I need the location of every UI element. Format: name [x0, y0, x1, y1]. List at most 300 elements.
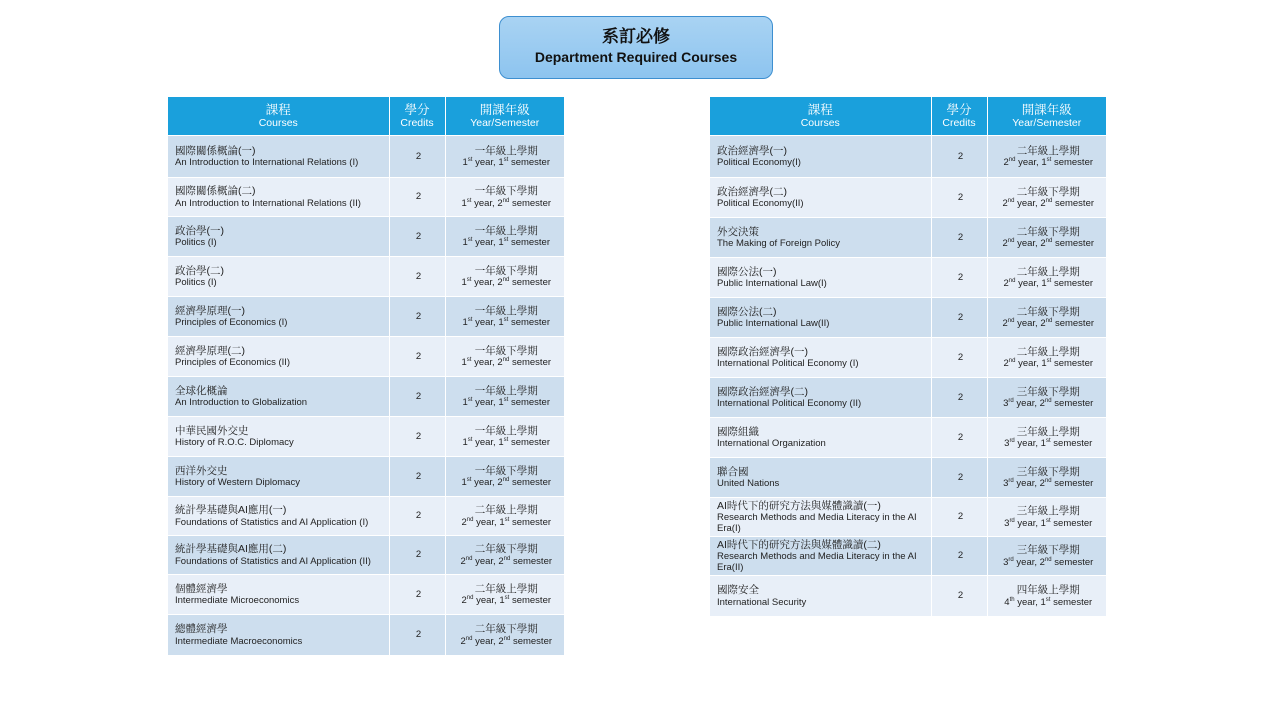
- semester-number: 1: [498, 317, 504, 329]
- year-number: 2: [1002, 318, 1008, 330]
- course-name-zh: 國際公法(二): [717, 305, 777, 318]
- year-semester-cell: [987, 537, 1106, 576]
- semester-word: semester: [510, 437, 551, 449]
- table-row: [168, 536, 564, 575]
- year-word: year,: [476, 516, 497, 528]
- course-name-zh: 統計學基礎與AI應用(一): [175, 504, 287, 517]
- year-ordinal-suffix: nd: [465, 555, 473, 562]
- course-name-en: The Making of Foreign Policy: [717, 238, 841, 250]
- credits-cell: 2: [931, 537, 987, 576]
- header-credits-zh: 學分: [946, 102, 972, 117]
- year-number: 1: [462, 157, 468, 169]
- year-semester-cell: [445, 417, 564, 457]
- semester-word: semester: [510, 397, 551, 409]
- semester-number: 2: [1040, 318, 1046, 330]
- year-semester-cell: [445, 136, 564, 178]
- credits-cell: 2: [389, 297, 445, 337]
- year-semester-cell: [445, 297, 564, 337]
- year-semester-zh: 三年級上學期: [1016, 505, 1080, 518]
- year-semester-en: [995, 478, 1103, 489]
- semester-number: 1: [1040, 517, 1046, 529]
- semester-ordinal-suffix: nd: [502, 357, 510, 364]
- semester-ordinal-suffix: nd: [1044, 478, 1052, 485]
- course-name-en: Politics (I): [175, 277, 217, 289]
- course-name-zh: 經濟學原理(二): [175, 344, 245, 357]
- course-name-en: Foundations of Statistics and AI Application (I): [175, 516, 369, 528]
- course-name-en: History of Western Diplomacy: [175, 477, 300, 489]
- course-cell: [168, 297, 389, 337]
- header-year-zh: 開課年級: [1021, 102, 1072, 117]
- credits-cell: 2: [931, 298, 987, 338]
- course-name-zh: 國際關係概論(二): [175, 185, 256, 198]
- year-word: year,: [1016, 478, 1038, 490]
- course-name-en: International Political Economy (I): [717, 358, 859, 370]
- header-course: [710, 97, 931, 136]
- course-name-en: International Political Economy (II): [717, 398, 862, 410]
- year-word: year,: [1017, 238, 1038, 250]
- course-name-en: Intermediate Microeconomics: [175, 595, 300, 607]
- semester-word: semester: [512, 555, 553, 567]
- semester-ordinal-suffix: st: [1045, 596, 1051, 603]
- year-semester-en: [995, 518, 1103, 529]
- course-name-zh: 全球化概論: [175, 384, 228, 397]
- credits-cell: 2: [389, 136, 445, 178]
- year-ordinal-suffix: st: [467, 157, 473, 164]
- course-name-zh: 政治學(二): [175, 264, 224, 277]
- credits-cell: 2: [931, 338, 987, 378]
- year-word: year,: [1016, 398, 1038, 410]
- year-semester-zh: 一年級下學期: [474, 464, 538, 477]
- year-semester-cell: [445, 615, 564, 655]
- year-number: 2: [1003, 358, 1009, 370]
- semester-word: semester: [1053, 596, 1093, 608]
- semester-ordinal-suffix: st: [1045, 517, 1051, 524]
- table-row: [168, 497, 564, 536]
- year-semester-zh: 二年級上學期: [474, 582, 538, 595]
- header-year: [987, 97, 1106, 136]
- credits-cell: 2: [389, 417, 445, 457]
- page-title-zh: 系訂必修: [602, 27, 670, 47]
- table-row: [710, 218, 1106, 258]
- course-name-zh: AI時代下的研究方法與媒體識讀(一): [717, 499, 881, 512]
- year-semester-cell: [987, 458, 1106, 498]
- semester-word: semester: [511, 197, 552, 209]
- course-cell: [168, 497, 389, 536]
- header-credits-en: Credits: [400, 117, 434, 129]
- semester-word: semester: [1053, 438, 1093, 450]
- year-ordinal-suffix: rd: [1009, 438, 1015, 445]
- semester-ordinal-suffix: nd: [503, 555, 511, 562]
- year-semester-zh: 二年級下學期: [1016, 225, 1080, 238]
- semester-ordinal-suffix: st: [1046, 157, 1052, 164]
- year-semester-en: [995, 157, 1103, 168]
- year-semester-zh: 三年級下學期: [1016, 544, 1080, 557]
- header-course: [168, 97, 389, 136]
- table-row: [168, 257, 564, 297]
- year-word: year,: [1017, 596, 1038, 608]
- semester-number: 1: [498, 157, 504, 169]
- course-name-en: Principles of Economics (II): [175, 357, 291, 369]
- course-name-en: Politics (I): [175, 237, 217, 249]
- year-semester-en: [453, 237, 561, 248]
- table-row: [168, 575, 564, 615]
- year-word: year,: [475, 237, 496, 249]
- year-semester-en: [453, 198, 561, 209]
- year-semester-cell: [445, 337, 564, 377]
- credits-cell: 2: [389, 457, 445, 497]
- semester-ordinal-suffix: st: [503, 157, 509, 164]
- year-semester-zh: 一年級上學期: [474, 144, 538, 157]
- year-semester-cell: [987, 298, 1106, 338]
- year-semester-cell: [445, 257, 564, 297]
- year-semester-zh: 二年級下學期: [474, 543, 538, 556]
- table-row: [168, 457, 564, 497]
- year-ordinal-suffix: nd: [466, 595, 474, 602]
- semester-word: semester: [1054, 238, 1095, 250]
- course-name-zh: AI時代下的研究方法與媒體識讀(二): [717, 538, 881, 551]
- semester-ordinal-suffix: nd: [1044, 556, 1052, 563]
- year-word: year,: [475, 437, 496, 449]
- course-cell: [168, 417, 389, 457]
- year-semester-en: [453, 517, 561, 528]
- course-cell: [168, 536, 389, 575]
- semester-ordinal-suffix: st: [1045, 438, 1051, 445]
- course-name-zh: 國際政治經濟學(一): [717, 345, 808, 358]
- course-cell: [710, 458, 931, 498]
- course-name-zh: 西洋外交史: [175, 464, 228, 477]
- year-ordinal-suffix: nd: [466, 516, 474, 523]
- year-number: 1: [461, 357, 467, 369]
- year-semester-zh: 二年級下學期: [1016, 185, 1080, 198]
- credits-cell: 2: [931, 178, 987, 218]
- course-cell: [710, 136, 931, 178]
- year-ordinal-suffix: st: [467, 317, 473, 324]
- semester-word: semester: [511, 357, 552, 369]
- table-row: [710, 576, 1106, 616]
- course-cell: [710, 576, 931, 616]
- course-name-en: Public International Law(II): [717, 318, 830, 330]
- year-word: year,: [1018, 358, 1039, 370]
- year-semester-zh: 三年級下學期: [1016, 465, 1080, 478]
- year-semester-zh: 三年級上學期: [1016, 425, 1080, 438]
- course-name-en: An Introduction to International Relations (II): [175, 197, 361, 209]
- left-course-table: [168, 97, 564, 655]
- semester-number: 1: [498, 397, 504, 409]
- semester-number: 2: [1039, 478, 1045, 490]
- table-row: [710, 298, 1106, 338]
- course-name-zh: 統計學基礎與AI應用(二): [175, 543, 287, 556]
- header-year-zh: 開課年級: [479, 102, 530, 117]
- credits-cell: 2: [389, 575, 445, 615]
- course-name-zh: 國際安全: [717, 584, 759, 596]
- semester-number: 1: [498, 237, 504, 249]
- header-credits: [931, 97, 987, 136]
- table-header-row: [710, 97, 1106, 136]
- credits-cell: 2: [931, 458, 987, 498]
- year-semester-en: [995, 198, 1103, 209]
- course-name-zh: 聯合國: [717, 465, 749, 478]
- semester-ordinal-suffix: nd: [1045, 198, 1053, 205]
- year-semester-en: [453, 595, 561, 606]
- year-semester-en: [995, 278, 1103, 289]
- year-semester-en: [995, 398, 1103, 409]
- year-semester-zh: 三年級下學期: [1016, 385, 1080, 398]
- semester-word: semester: [1054, 478, 1094, 490]
- year-ordinal-suffix: nd: [1008, 157, 1016, 164]
- semester-number: 1: [1041, 278, 1047, 290]
- year-semester-cell: [445, 178, 564, 217]
- course-name-en: International Security: [717, 596, 807, 608]
- semester-word: semester: [511, 277, 552, 289]
- semester-ordinal-suffix: nd: [1044, 398, 1052, 405]
- year-semester-zh: 二年級上學期: [1016, 345, 1080, 358]
- year-number: 2: [460, 635, 466, 647]
- course-name-en: Research Methods and Media Literacy in the AI Era(II): [717, 551, 917, 574]
- year-word: year,: [475, 397, 496, 409]
- semester-ordinal-suffix: st: [503, 397, 509, 404]
- semester-word: semester: [1053, 157, 1094, 169]
- year-ordinal-suffix: rd: [1008, 398, 1014, 405]
- table-row: [710, 136, 1106, 178]
- year-word: year,: [474, 477, 495, 489]
- year-word: year,: [474, 197, 495, 209]
- year-ordinal-suffix: nd: [1007, 318, 1015, 325]
- semester-number: 1: [499, 595, 505, 607]
- left-table-body: [168, 136, 564, 655]
- course-name-zh: 總體經濟學: [175, 623, 228, 635]
- year-ordinal-suffix: nd: [1007, 238, 1015, 245]
- year-semester-cell: [987, 338, 1106, 378]
- credits-cell: 2: [389, 615, 445, 655]
- course-name-en: Political Economy(I): [717, 157, 801, 169]
- year-semester-zh: 一年級下學期: [474, 264, 538, 277]
- semester-word: semester: [511, 595, 552, 607]
- course-name-en: Political Economy(II): [717, 198, 804, 210]
- year-semester-zh: 二年級上學期: [474, 504, 538, 517]
- semester-number: 2: [1040, 198, 1046, 210]
- year-ordinal-suffix: st: [467, 237, 473, 244]
- course-cell: [710, 537, 931, 576]
- right-table-body: [710, 136, 1106, 616]
- course-name-en: International Organization: [717, 438, 826, 450]
- course-cell: [168, 575, 389, 615]
- semester-word: semester: [1054, 398, 1094, 410]
- course-cell: [168, 217, 389, 257]
- course-name-zh: 外交決策: [717, 225, 759, 238]
- year-semester-cell: [987, 576, 1106, 616]
- year-semester-en: [995, 358, 1103, 369]
- semester-ordinal-suffix: nd: [503, 635, 511, 642]
- year-number: 3: [1003, 556, 1009, 568]
- semester-word: semester: [1053, 358, 1094, 370]
- year-semester-en: [453, 477, 561, 488]
- year-number: 3: [1004, 438, 1010, 450]
- header-year-en: Year/Semester: [1012, 117, 1082, 129]
- course-name-en: An Introduction to International Relations (I): [175, 157, 359, 169]
- year-semester-zh: 一年級下學期: [474, 185, 538, 198]
- semester-ordinal-suffix: st: [503, 237, 509, 244]
- year-semester-cell: [445, 497, 564, 536]
- course-cell: [710, 498, 931, 537]
- credits-cell: 2: [931, 576, 987, 616]
- semester-number: 1: [1040, 596, 1046, 608]
- year-number: 3: [1003, 478, 1009, 490]
- course-name-en: Foundations of Statistics and AI Application (II): [175, 555, 371, 567]
- year-semester-cell: [445, 457, 564, 497]
- year-ordinal-suffix: st: [466, 197, 472, 204]
- year-number: 1: [462, 237, 468, 249]
- semester-number: 2: [1039, 398, 1045, 410]
- course-name-zh: 國際組織: [717, 425, 759, 438]
- year-semester-cell: [987, 136, 1106, 178]
- course-cell: [710, 298, 931, 338]
- semester-number: 2: [1039, 556, 1045, 568]
- course-cell: [710, 178, 931, 218]
- table-row: [710, 338, 1106, 378]
- semester-ordinal-suffix: st: [503, 437, 509, 444]
- semester-word: semester: [510, 157, 551, 169]
- year-ordinal-suffix: st: [466, 477, 472, 484]
- semester-word: semester: [1054, 556, 1094, 568]
- header-course-zh: 課程: [807, 102, 833, 117]
- header-credits: [389, 97, 445, 136]
- year-number: 3: [1003, 398, 1009, 410]
- header-course-en: Courses: [800, 117, 840, 129]
- year-number: 2: [460, 555, 466, 567]
- course-name-zh: 個體經濟學: [175, 582, 228, 595]
- semester-number: 1: [1041, 157, 1047, 169]
- year-word: year,: [475, 157, 496, 169]
- course-name-zh: 國際公法(一): [717, 265, 777, 278]
- year-ordinal-suffix: nd: [1007, 198, 1015, 205]
- semester-word: semester: [511, 477, 552, 489]
- year-semester-en: [453, 277, 561, 288]
- year-ordinal-suffix: rd: [1009, 517, 1015, 524]
- year-semester-en: [995, 238, 1103, 249]
- credits-cell: 2: [389, 497, 445, 536]
- semester-ordinal-suffix: nd: [502, 197, 510, 204]
- header-year: [445, 97, 564, 136]
- course-name-zh: 政治經濟學(二): [717, 185, 787, 198]
- semester-word: semester: [512, 635, 553, 647]
- semester-ordinal-suffix: nd: [1045, 318, 1053, 325]
- year-semester-cell: [445, 536, 564, 575]
- course-name-zh: 經濟學原理(一): [175, 304, 245, 317]
- year-number: 1: [462, 397, 468, 409]
- year-semester-cell: [987, 378, 1106, 418]
- year-ordinal-suffix: th: [1009, 596, 1015, 603]
- table-row: [710, 378, 1106, 418]
- table-row: [710, 458, 1106, 498]
- table-header-row: [168, 97, 564, 136]
- credits-cell: 2: [931, 258, 987, 298]
- semester-word: semester: [510, 317, 551, 329]
- course-name-en: History of R.O.C. Diplomacy: [175, 437, 294, 449]
- semester-number: 1: [1041, 358, 1047, 370]
- semester-number: 1: [498, 437, 504, 449]
- course-cell: [710, 218, 931, 258]
- semester-word: semester: [1053, 517, 1093, 529]
- year-semester-cell: [987, 498, 1106, 537]
- course-cell: [168, 136, 389, 178]
- year-semester-zh: 一年級下學期: [474, 344, 538, 357]
- year-number: 1: [461, 277, 467, 289]
- right-course-table: [710, 97, 1106, 616]
- year-semester-en: [995, 557, 1103, 568]
- year-number: 2: [461, 516, 467, 528]
- year-word: year,: [1017, 517, 1039, 529]
- course-cell: [168, 457, 389, 497]
- year-semester-en: [453, 437, 561, 448]
- semester-word: semester: [511, 516, 552, 528]
- credits-cell: 2: [931, 218, 987, 258]
- year-semester-zh: 一年級上學期: [474, 384, 538, 397]
- year-semester-en: [453, 317, 561, 328]
- course-cell: [168, 337, 389, 377]
- semester-ordinal-suffix: st: [1046, 358, 1052, 365]
- year-ordinal-suffix: st: [466, 277, 472, 284]
- course-cell: [168, 178, 389, 217]
- semester-ordinal-suffix: st: [504, 516, 510, 523]
- year-ordinal-suffix: nd: [1008, 278, 1016, 285]
- course-cell: [710, 258, 931, 298]
- year-word: year,: [475, 317, 496, 329]
- course-name-zh: 國際關係概論(一): [175, 144, 256, 157]
- year-number: 2: [1003, 278, 1009, 290]
- year-number: 1: [461, 197, 467, 209]
- year-semester-en: [453, 556, 561, 567]
- course-name-zh: 政治學(一): [175, 224, 224, 237]
- year-semester-en: [453, 636, 561, 647]
- year-number: 2: [1002, 238, 1008, 250]
- year-semester-zh: 二年級下學期: [474, 623, 538, 635]
- year-semester-cell: [445, 217, 564, 257]
- course-name-en: Intermediate Macroeconomics: [175, 635, 303, 647]
- table-row: [168, 136, 564, 178]
- year-word: year,: [1017, 438, 1039, 450]
- year-number: 1: [461, 477, 467, 489]
- semester-number: 1: [1040, 438, 1046, 450]
- year-semester-cell: [987, 178, 1106, 218]
- year-word: year,: [476, 595, 497, 607]
- year-number: 2: [1002, 198, 1008, 210]
- semester-ordinal-suffix: st: [503, 317, 509, 324]
- header-credits-zh: 學分: [404, 102, 430, 117]
- year-word: year,: [1016, 556, 1038, 568]
- year-semester-en: [453, 157, 561, 168]
- credits-cell: 2: [389, 257, 445, 297]
- semester-number: 2: [497, 357, 503, 369]
- year-semester-zh: 二年級下學期: [1016, 305, 1080, 318]
- table-row: [168, 337, 564, 377]
- year-number: 2: [461, 595, 467, 607]
- table-row: [168, 297, 564, 337]
- semester-word: semester: [1054, 198, 1095, 210]
- header-course-en: Courses: [258, 117, 298, 129]
- semester-ordinal-suffix: nd: [502, 477, 510, 484]
- page-title-en: Department Required Courses: [534, 49, 738, 65]
- credits-cell: 2: [931, 136, 987, 178]
- course-name-zh: 國際政治經濟學(二): [717, 385, 808, 398]
- course-cell: [710, 418, 931, 458]
- semester-number: 1: [499, 516, 505, 528]
- year-ordinal-suffix: st: [467, 397, 473, 404]
- year-ordinal-suffix: nd: [1008, 358, 1016, 365]
- table-row: [168, 217, 564, 257]
- table-row: [710, 418, 1106, 458]
- year-number: 1: [462, 437, 468, 449]
- year-semester-en: [453, 357, 561, 368]
